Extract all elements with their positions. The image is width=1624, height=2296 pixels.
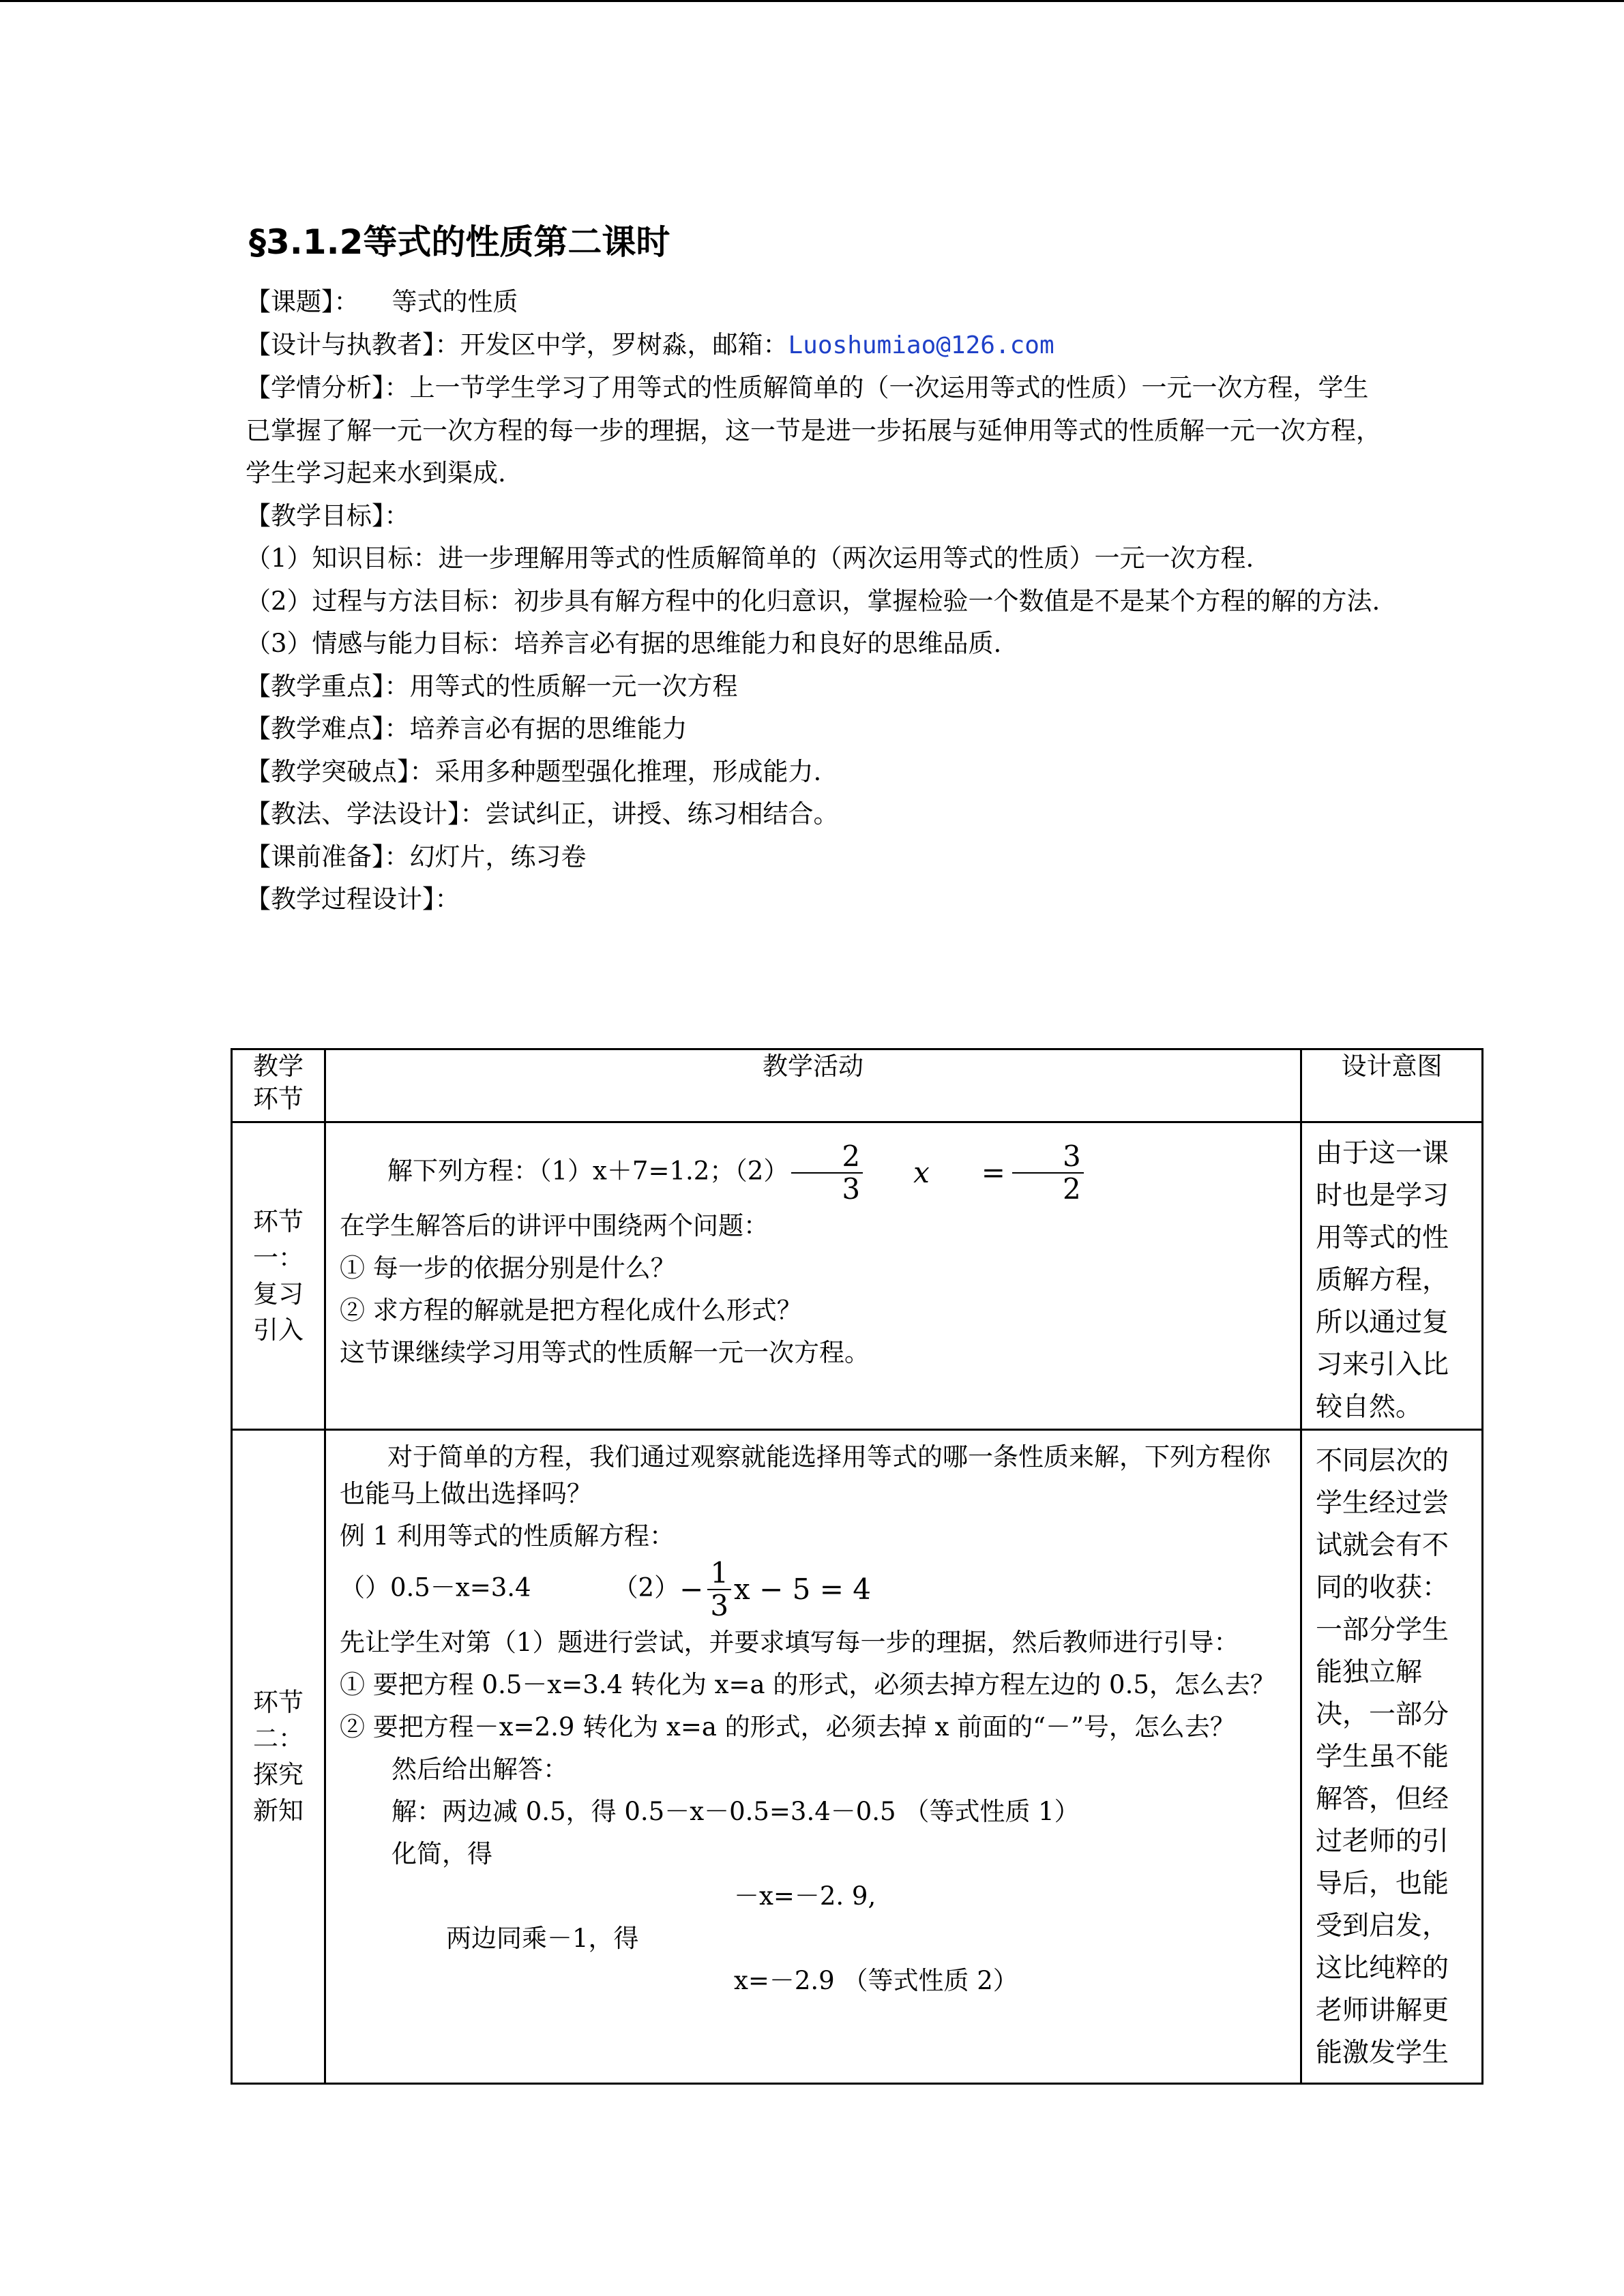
solution-step-2: 化简，得 (392, 1839, 492, 1868)
goal-knowledge: （1）知识目标：进一步理解用等式的性质解简单的（两次运用等式的性质）一元一次方程. (246, 543, 1254, 573)
designer-line (246, 324, 1391, 368)
lesson-info (246, 281, 1391, 921)
fraction-1-3: $\frac{1}{3}$ (707, 1557, 731, 1622)
example-label: 例 1 利用等式的性质解方程： (340, 1521, 675, 1551)
example-equation-1: （）0.5－x=3.4 (340, 1572, 531, 1602)
difficulty: 【教学难点】：培养言必有据的思维能力 (246, 714, 688, 743)
goals-label: 【教学目标】： (246, 501, 410, 531)
review-close: 这节课继续学习用等式的性质解一元一次方程。 (340, 1338, 870, 1367)
breakthrough: 【教学突破点】：采用多种题型强化推理，形成能力. (246, 756, 822, 786)
fraction-2-3: $\frac{2}{3}$ (791, 1141, 863, 1205)
email-link[interactable]: Luoshumiao@126.com (788, 331, 1054, 359)
table-header-row (232, 1049, 1483, 1122)
top-border-line (0, 0, 1624, 2)
process-label: 【教学过程设计】： (246, 884, 460, 914)
goal-process: （2）过程与方法目标：初步具有解方程中的化归意识，掌握检验一个数值是不是某个方程的解的方法. (246, 586, 1381, 616)
analysis-text: 上一节学生学习了用等式的性质解简单的（一次运用等式的性质）一元一次方程，学生已掌握了解一元一次方程的每一步的理据，这一节是进一步拓展与延伸用等式的性质解一元一次方程，学生学习起来水到渠成. (246, 373, 1381, 488)
guide-step-1: ① 要把方程 0.5－x=3.4 转化为 x=a 的形式，必须去掉方程左边的 0.5，怎么去？ (340, 1670, 1275, 1699)
example-equation-2: − $\frac{1}{3}$ x − 5 = 4 (679, 1556, 871, 1622)
preparation: 【课前准备】：幻灯片，练习卷 (246, 841, 587, 871)
activity-cell (325, 1122, 1301, 1430)
table-row (232, 1430, 1483, 2084)
review-problem: 解下列方程：（1）x＋7=1.2；（2） $\frac{2}{3}$ x = $\frac{3}{2}$ (340, 1129, 1286, 1205)
solution-step-3: －x=－2. 9, (734, 1881, 876, 1911)
lesson-process-table (231, 1048, 1483, 2085)
header-intent: 设计意图 (1301, 1049, 1483, 1122)
review-question-2: ② 求方程的解就是把方程化成什么形式？ (340, 1296, 802, 1325)
page-title: §3.1.2等式的性质第二课时 (249, 222, 670, 262)
key-point: 【教学重点】：用等式的性质解一元一次方程 (246, 671, 738, 701)
topic-line (246, 281, 1391, 324)
header-segment: 教学环节 (232, 1049, 325, 1122)
header-activity: 教学活动 (325, 1049, 1301, 1122)
methods: 【教法、学法设计】：尝试纠正，讲授、练习相结合。 (246, 799, 839, 829)
analysis-label: 【学情分析】： (246, 373, 410, 402)
example-equations: （）0.5－x=3.4 （2） − $\frac{1}{3}$ x − 5 = 4 (340, 1556, 871, 1622)
topic-value: 等式的性质 (392, 287, 518, 316)
designer-value: 开发区中学，罗树淼，邮箱： (460, 329, 788, 359)
review-question-1: ① 每一步的依据分别是什么？ (340, 1253, 676, 1283)
guide-step-2: ② 要把方程－x=2.9 转化为 x=a 的形式，必须去掉 x 前面的“－”号，怎么去？ (340, 1712, 1235, 1742)
fraction-equation: $\frac{2}{3}$ x = $\frac{3}{2}$ (788, 1141, 1086, 1205)
solution-step-4: 两边同乘－1，得 (446, 1924, 639, 1953)
designer-label: 【设计与执教者】： (246, 329, 460, 359)
analysis-paragraph (246, 367, 1391, 495)
try-instruction: 先让学生对第（1）题进行尝试，并要求填写每一步的理据，然后教师进行引导： (340, 1628, 1239, 1657)
explore-intro: 对于简单的方程，我们通过观察就能选择用等式的哪一条性质来解，下列方程你也能马上做出选择吗？ (340, 1442, 1271, 1508)
solution-intro: 然后给出解答： (392, 1755, 568, 1784)
table-row (232, 1122, 1483, 1430)
topic-label: 【课题】： (246, 287, 359, 316)
segment-cell: 环节一：复习引入 (232, 1122, 325, 1430)
goal-emotion: （3）情感与能力目标：培养言必有据的思维能力和良好的思维品质. (246, 629, 1002, 658)
solution-step-5: x=－2.9 （等式性质 2） (734, 1966, 1018, 1995)
activity-cell (325, 1430, 1301, 2084)
segment-cell: 环节二：探究新知 (232, 1430, 325, 2084)
intent-cell: 由于这一课时也是学习用等式的性质解方程，所以通过复习来引入比较自然。 (1301, 1122, 1483, 1430)
solution-step-1: 解：两边减 0.5，得 0.5－x－0.5=3.4－0.5 （等式性质 1） (392, 1797, 1080, 1826)
fraction-3-2: $\frac{3}{2}$ (1012, 1141, 1084, 1205)
review-lead: 在学生解答后的讲评中围绕两个问题： (340, 1211, 769, 1240)
intent-cell: 不同层次的学生经过尝试就会有不同的收获：一部分学生能独立解决，一部分学生虽不能解答，但经过老师的引导后，也能受到启发，这比纯粹的老师讲解更能激发学生 (1301, 1430, 1483, 2084)
